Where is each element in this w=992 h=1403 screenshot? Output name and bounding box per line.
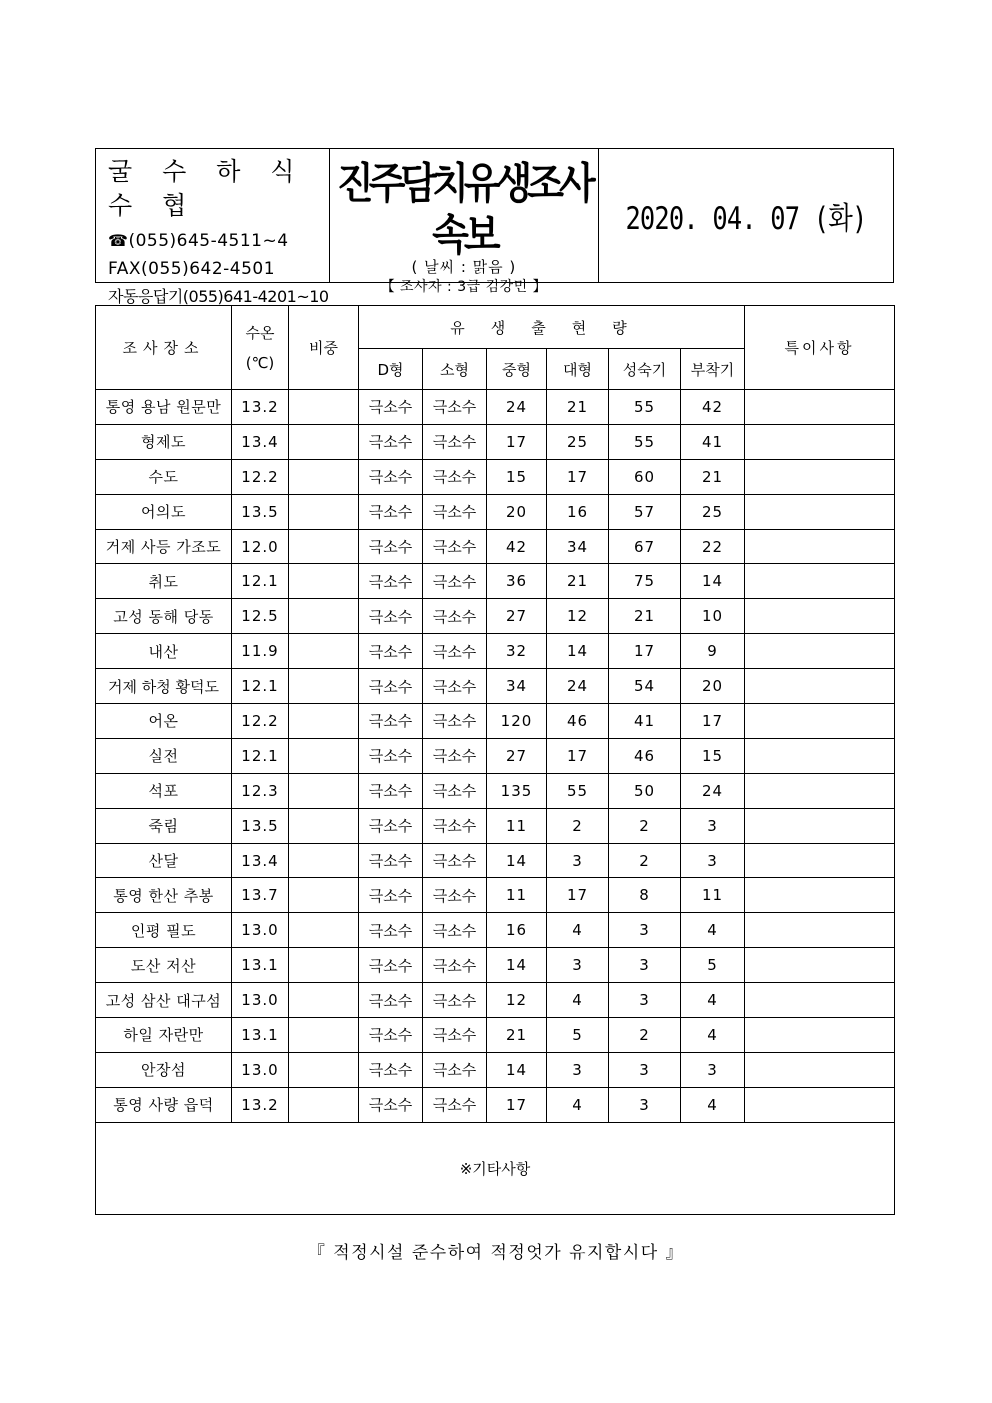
cell-sg — [289, 843, 359, 878]
weather-info: ( 날씨 : 맑음 ) — [411, 258, 517, 276]
cell-temp: 13.2 — [232, 1087, 289, 1122]
cell-location: 어의도 — [96, 494, 232, 529]
cell-small: 극소수 — [423, 494, 487, 529]
cell-large: 3 — [547, 948, 609, 983]
cell-mid: 15 — [487, 459, 547, 494]
cell-mid: 34 — [487, 669, 547, 704]
cell-sg — [289, 599, 359, 634]
cell-note — [745, 1052, 895, 1087]
cell-location: 하일 자란만 — [96, 1018, 232, 1053]
fax-number: FAX(055)642-4501 — [108, 259, 276, 279]
cell-attach: 41 — [681, 424, 745, 459]
cell-mature: 17 — [609, 634, 681, 669]
cell-attach: 25 — [681, 494, 745, 529]
table-row — [96, 634, 895, 669]
other-notes — [96, 1122, 895, 1214]
cell-d: 극소수 — [359, 390, 423, 425]
auto-response-number: 자동응답기(055)641-4201~10 — [108, 287, 329, 306]
cell-large: 17 — [547, 459, 609, 494]
cell-mature: 75 — [609, 564, 681, 599]
cell-large: 16 — [547, 494, 609, 529]
table-row — [96, 494, 895, 529]
cell-attach: 15 — [681, 738, 745, 773]
cell-large: 21 — [547, 390, 609, 425]
cell-temp: 13.5 — [232, 808, 289, 843]
cell-note — [745, 808, 895, 843]
org-info — [96, 149, 330, 306]
table-row — [96, 1018, 895, 1053]
cell-large: 55 — [547, 773, 609, 808]
cell-note — [745, 773, 895, 808]
cell-d: 극소수 — [359, 738, 423, 773]
table-row — [96, 983, 895, 1018]
cell-temp: 12.0 — [232, 529, 289, 564]
cell-attach: 4 — [681, 913, 745, 948]
cell-d: 극소수 — [359, 424, 423, 459]
header-temp — [232, 306, 289, 390]
cell-mature: 55 — [609, 424, 681, 459]
cell-large: 3 — [547, 1052, 609, 1087]
cell-note — [745, 948, 895, 983]
cell-sg — [289, 913, 359, 948]
cell-large: 34 — [547, 529, 609, 564]
cell-large: 12 — [547, 599, 609, 634]
cell-temp: 13.5 — [232, 494, 289, 529]
table-body — [96, 390, 895, 1123]
table-row — [96, 424, 895, 459]
cell-d: 극소수 — [359, 564, 423, 599]
cell-temp: 12.1 — [232, 738, 289, 773]
cell-sg — [289, 1052, 359, 1087]
cell-mid: 11 — [487, 878, 547, 913]
document-title: 진주담치유생조사속보 — [337, 158, 591, 260]
cell-note — [745, 1087, 895, 1122]
cell-mature: 50 — [609, 773, 681, 808]
header-small: 소형 — [423, 349, 487, 390]
cell-sg — [289, 669, 359, 704]
cell-d: 극소수 — [359, 983, 423, 1018]
cell-temp: 12.5 — [232, 599, 289, 634]
cell-sg — [289, 878, 359, 913]
table-row — [96, 564, 895, 599]
cell-temp: 12.1 — [232, 564, 289, 599]
cell-small: 극소수 — [423, 878, 487, 913]
cell-note — [745, 599, 895, 634]
cell-d: 극소수 — [359, 704, 423, 739]
cell-temp: 11.9 — [232, 634, 289, 669]
cell-note — [745, 738, 895, 773]
header-d-type: D형 — [359, 349, 423, 390]
cell-note — [745, 634, 895, 669]
table-row — [96, 529, 895, 564]
cell-location: 형제도 — [96, 424, 232, 459]
cell-small: 극소수 — [423, 669, 487, 704]
cell-d: 극소수 — [359, 1087, 423, 1122]
cell-sg — [289, 390, 359, 425]
cell-mature: 41 — [609, 704, 681, 739]
header-remarks: 특이사항 — [745, 306, 895, 390]
cell-d: 극소수 — [359, 634, 423, 669]
cell-large: 25 — [547, 424, 609, 459]
cell-attach: 42 — [681, 390, 745, 425]
cell-mature: 2 — [609, 808, 681, 843]
cell-location: 통영 용남 원문만 — [96, 390, 232, 425]
header-larvae-group: 유생출현량 — [359, 306, 745, 349]
table-row — [96, 599, 895, 634]
cell-temp: 13.4 — [232, 843, 289, 878]
cell-large: 4 — [547, 983, 609, 1018]
cell-small: 극소수 — [423, 913, 487, 948]
phone-icon: ☎ — [108, 231, 129, 250]
cell-mid: 17 — [487, 1087, 547, 1122]
cell-temp: 12.3 — [232, 773, 289, 808]
cell-location: 내산 — [96, 634, 232, 669]
cell-location: 통영 사량 읍덕 — [96, 1087, 232, 1122]
cell-note — [745, 390, 895, 425]
cell-note — [745, 913, 895, 948]
cell-sg — [289, 948, 359, 983]
header-temp-label: 수온 — [245, 323, 275, 342]
cell-sg — [289, 1018, 359, 1053]
cell-small: 극소수 — [423, 390, 487, 425]
cell-sg — [289, 773, 359, 808]
cell-d: 극소수 — [359, 808, 423, 843]
cell-mature: 60 — [609, 459, 681, 494]
report-header — [95, 148, 894, 306]
cell-sg — [289, 983, 359, 1018]
cell-mid: 21 — [487, 1018, 547, 1053]
phone-number: (055)645-4511~4 — [128, 231, 289, 251]
cell-note — [745, 564, 895, 599]
cell-mature: 46 — [609, 738, 681, 773]
header-mature: 성숙기 — [609, 349, 681, 390]
table-row — [96, 948, 895, 983]
cell-large: 17 — [547, 878, 609, 913]
cell-note — [745, 459, 895, 494]
cell-location: 인평 필도 — [96, 913, 232, 948]
cell-small: 극소수 — [423, 1087, 487, 1122]
cell-mid: 12 — [487, 983, 547, 1018]
cell-mid: 120 — [487, 704, 547, 739]
cell-attach: 9 — [681, 634, 745, 669]
table-row — [96, 1087, 895, 1122]
cell-mid: 135 — [487, 773, 547, 808]
cell-large: 5 — [547, 1018, 609, 1053]
cell-mid: 17 — [487, 424, 547, 459]
cell-mature: 8 — [609, 878, 681, 913]
cell-temp: 13.2 — [232, 390, 289, 425]
cell-mid: 14 — [487, 843, 547, 878]
cell-attach: 11 — [681, 878, 745, 913]
report-date: 2020. 04. 07 (화) — [625, 201, 867, 237]
cell-location: 거제 사등 가조도 — [96, 529, 232, 564]
cell-mid: 14 — [487, 1052, 547, 1087]
cell-sg — [289, 494, 359, 529]
cell-small: 극소수 — [423, 529, 487, 564]
cell-note — [745, 983, 895, 1018]
table-row — [96, 843, 895, 878]
table-row — [96, 913, 895, 948]
cell-mid: 20 — [487, 494, 547, 529]
cell-attach: 4 — [681, 1018, 745, 1053]
cell-mid: 14 — [487, 948, 547, 983]
cell-large: 17 — [547, 738, 609, 773]
table-row — [96, 808, 895, 843]
cell-attach: 14 — [681, 564, 745, 599]
header-specific-gravity: 비중 — [289, 306, 359, 390]
cell-sg — [289, 424, 359, 459]
cell-mid: 24 — [487, 390, 547, 425]
cell-small: 극소수 — [423, 424, 487, 459]
cell-note — [745, 1018, 895, 1053]
cell-d: 극소수 — [359, 529, 423, 564]
cell-location: 수도 — [96, 459, 232, 494]
cell-d: 극소수 — [359, 878, 423, 913]
cell-attach: 21 — [681, 459, 745, 494]
cell-temp: 13.1 — [232, 1018, 289, 1053]
cell-attach: 22 — [681, 529, 745, 564]
cell-temp: 13.0 — [232, 983, 289, 1018]
cell-mid: 27 — [487, 599, 547, 634]
cell-sg — [289, 634, 359, 669]
footer-slogan: 『 적정시설 준수하여 적정엇가 유지합시다 』 — [307, 1243, 685, 1263]
cell-sg — [289, 1087, 359, 1122]
cell-note — [745, 878, 895, 913]
cell-small: 극소수 — [423, 599, 487, 634]
cell-temp: 12.1 — [232, 669, 289, 704]
cell-small: 극소수 — [423, 843, 487, 878]
surveyor-info: 【 조사자 : 3급 김강민 】 — [380, 279, 548, 295]
cell-sg — [289, 808, 359, 843]
cell-location: 안장섬 — [96, 1052, 232, 1087]
cell-sg — [289, 704, 359, 739]
date-block — [599, 149, 893, 282]
title-block — [330, 149, 599, 295]
cell-mid: 36 — [487, 564, 547, 599]
cell-large: 4 — [547, 1087, 609, 1122]
cell-attach: 3 — [681, 1052, 745, 1087]
cell-temp: 13.7 — [232, 878, 289, 913]
header-attach: 부착기 — [681, 349, 745, 390]
table-row — [96, 390, 895, 425]
cell-mature: 3 — [609, 1052, 681, 1087]
cell-sg — [289, 459, 359, 494]
cell-location: 산달 — [96, 843, 232, 878]
header-large: 대형 — [547, 349, 609, 390]
cell-temp: 12.2 — [232, 459, 289, 494]
cell-location: 고성 동해 당동 — [96, 599, 232, 634]
cell-sg — [289, 564, 359, 599]
cell-temp: 13.0 — [232, 1052, 289, 1087]
cell-attach: 17 — [681, 704, 745, 739]
cell-mature: 3 — [609, 948, 681, 983]
header-medium: 중형 — [487, 349, 547, 390]
cell-location: 통영 한산 추봉 — [96, 878, 232, 913]
cell-attach: 10 — [681, 599, 745, 634]
cell-mature: 67 — [609, 529, 681, 564]
cell-d: 극소수 — [359, 1018, 423, 1053]
cell-d: 극소수 — [359, 669, 423, 704]
cell-location: 어온 — [96, 704, 232, 739]
table-row — [96, 459, 895, 494]
cell-sg — [289, 529, 359, 564]
cell-location: 죽림 — [96, 808, 232, 843]
cell-small: 극소수 — [423, 738, 487, 773]
cell-location: 석포 — [96, 773, 232, 808]
cell-mature: 57 — [609, 494, 681, 529]
cell-temp: 13.1 — [232, 948, 289, 983]
cell-note — [745, 529, 895, 564]
cell-small: 극소수 — [423, 1018, 487, 1053]
cell-sg — [289, 738, 359, 773]
table-row — [96, 773, 895, 808]
cell-mature: 2 — [609, 843, 681, 878]
cell-mid: 27 — [487, 738, 547, 773]
cell-small: 극소수 — [423, 564, 487, 599]
survey-table — [95, 305, 895, 1215]
cell-location: 취도 — [96, 564, 232, 599]
org-name: 굴 수 하 식 수 협 — [108, 157, 306, 220]
cell-mature: 3 — [609, 913, 681, 948]
cell-location: 실전 — [96, 738, 232, 773]
cell-large: 2 — [547, 808, 609, 843]
table-row — [96, 878, 895, 913]
cell-mature: 55 — [609, 390, 681, 425]
cell-note — [745, 704, 895, 739]
cell-attach: 3 — [681, 843, 745, 878]
cell-large: 24 — [547, 669, 609, 704]
cell-large: 4 — [547, 913, 609, 948]
cell-attach: 3 — [681, 808, 745, 843]
cell-small: 극소수 — [423, 459, 487, 494]
cell-mature: 54 — [609, 669, 681, 704]
cell-mid: 32 — [487, 634, 547, 669]
cell-note — [745, 494, 895, 529]
header-location: 조사장소 — [96, 306, 232, 390]
cell-small: 극소수 — [423, 704, 487, 739]
cell-attach: 4 — [681, 983, 745, 1018]
cell-temp: 12.2 — [232, 704, 289, 739]
table-row — [96, 738, 895, 773]
other-notes-label: ※기타사항 — [459, 1159, 531, 1178]
cell-temp: 13.0 — [232, 913, 289, 948]
cell-location: 거제 하청 황덕도 — [96, 669, 232, 704]
cell-small: 극소수 — [423, 808, 487, 843]
cell-large: 46 — [547, 704, 609, 739]
cell-note — [745, 843, 895, 878]
table-row — [96, 1052, 895, 1087]
cell-d: 극소수 — [359, 913, 423, 948]
cell-d: 극소수 — [359, 494, 423, 529]
cell-small: 극소수 — [423, 983, 487, 1018]
cell-d: 극소수 — [359, 773, 423, 808]
cell-large: 3 — [547, 843, 609, 878]
cell-small: 극소수 — [423, 773, 487, 808]
cell-location: 도산 저산 — [96, 948, 232, 983]
cell-mature: 3 — [609, 1087, 681, 1122]
cell-large: 14 — [547, 634, 609, 669]
cell-attach: 4 — [681, 1087, 745, 1122]
cell-mid: 42 — [487, 529, 547, 564]
table-row — [96, 669, 895, 704]
cell-small: 극소수 — [423, 1052, 487, 1087]
cell-small: 극소수 — [423, 634, 487, 669]
cell-location: 고성 삼산 대구섬 — [96, 983, 232, 1018]
cell-temp: 13.4 — [232, 424, 289, 459]
cell-d: 극소수 — [359, 948, 423, 983]
cell-mid: 16 — [487, 913, 547, 948]
cell-mature: 2 — [609, 1018, 681, 1053]
cell-attach: 24 — [681, 773, 745, 808]
cell-mid: 11 — [487, 808, 547, 843]
cell-mature: 21 — [609, 599, 681, 634]
header-temp-unit: (℃) — [245, 353, 275, 372]
cell-attach: 20 — [681, 669, 745, 704]
cell-d: 극소수 — [359, 843, 423, 878]
cell-large: 21 — [547, 564, 609, 599]
cell-d: 극소수 — [359, 459, 423, 494]
cell-d: 극소수 — [359, 1052, 423, 1087]
cell-note — [745, 424, 895, 459]
cell-d: 극소수 — [359, 599, 423, 634]
cell-attach: 5 — [681, 948, 745, 983]
cell-note — [745, 669, 895, 704]
phone-line — [108, 227, 329, 255]
cell-small: 극소수 — [423, 948, 487, 983]
cell-mature: 3 — [609, 983, 681, 1018]
table-row — [96, 704, 895, 739]
